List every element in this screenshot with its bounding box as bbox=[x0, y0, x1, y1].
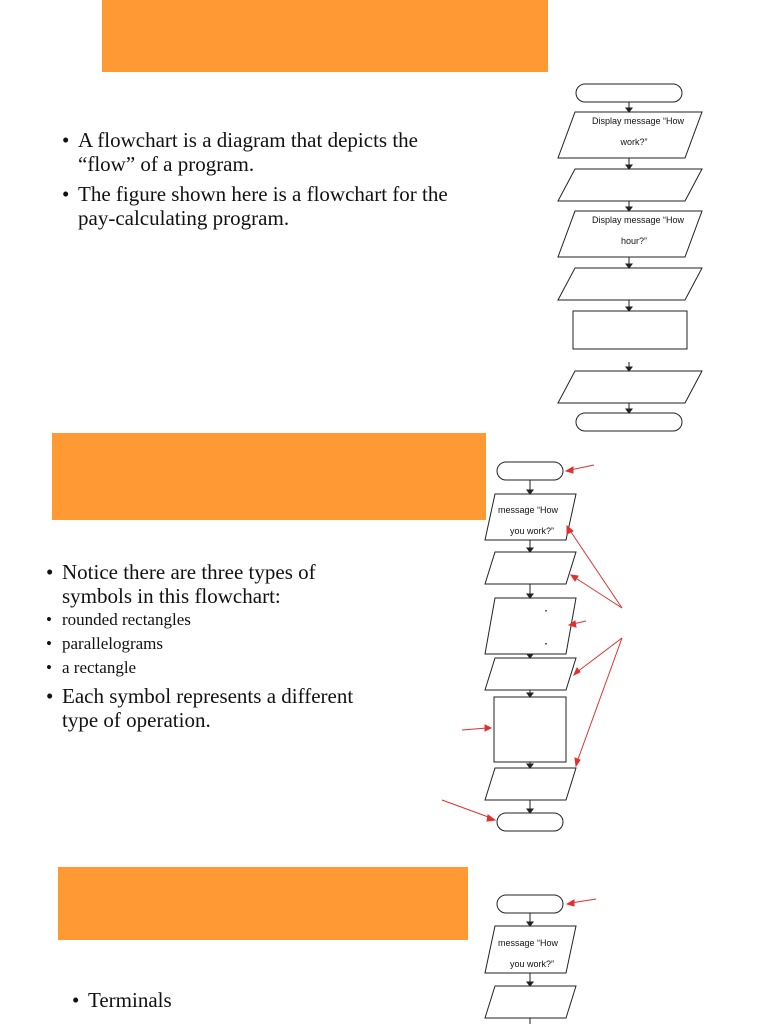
flowchart-label: Display message “How bbox=[591, 116, 685, 126]
flowchart-label: message “How bbox=[497, 938, 559, 948]
red-arrow bbox=[462, 725, 491, 731]
flowchart-label: message “How bbox=[497, 505, 559, 515]
flowchart-label: you work?” bbox=[509, 959, 555, 969]
flowchart bbox=[0, 0, 768, 432]
sub-bullet-item: • parallelograms bbox=[46, 632, 386, 656]
flowchart bbox=[0, 432, 768, 866]
terminal-start bbox=[497, 895, 563, 913]
red-arrow bbox=[567, 526, 622, 766]
flowchart-label: hour?” bbox=[620, 236, 648, 246]
parallelogram-output bbox=[485, 768, 576, 800]
bullet-item: • Terminals bbox=[72, 988, 412, 1012]
parallelogram-input-2 bbox=[485, 658, 576, 690]
red-arrow bbox=[566, 465, 594, 473]
process-rectangle bbox=[573, 311, 687, 349]
parallelogram-display-2 bbox=[485, 598, 576, 654]
bullet-item: • The figure shown here is a flowchart for the pay-calculating program. bbox=[62, 182, 462, 230]
flowchart-label: Display message “How bbox=[591, 215, 685, 225]
parallelogram-input-1 bbox=[485, 986, 576, 1018]
bullet-item: • Each symbol represents a different type of operation. bbox=[46, 684, 386, 732]
flowchart-label: you work?” bbox=[509, 526, 555, 536]
red-arrow bbox=[567, 899, 596, 906]
parallelogram-output bbox=[558, 371, 702, 403]
slide-3 bbox=[0, 866, 768, 1024]
slide-2 bbox=[0, 432, 768, 866]
terminal-start bbox=[497, 462, 563, 480]
bullet-item: • Notice there are three types of symbols in this flowchart: bbox=[46, 560, 386, 608]
flowchart bbox=[0, 866, 768, 1024]
terminal-start bbox=[576, 84, 682, 102]
terminal-end bbox=[576, 413, 682, 431]
flowchart-label: ” bbox=[544, 642, 548, 651]
flowchart-label: ” bbox=[544, 609, 548, 618]
terminal-end bbox=[497, 813, 563, 831]
parallelogram-input-2 bbox=[558, 268, 702, 300]
red-arrow bbox=[442, 800, 495, 821]
sub-bullet-item: • a rectangle bbox=[46, 656, 386, 680]
parallelogram-input-1 bbox=[558, 169, 702, 201]
flowchart-label: work?” bbox=[620, 137, 648, 147]
parallelogram-input-1 bbox=[485, 552, 576, 584]
slide-1 bbox=[0, 0, 768, 432]
process-rectangle bbox=[494, 697, 566, 762]
sub-bullet-item: • rounded rectangles bbox=[46, 608, 386, 632]
bullet-item: • A flowchart is a diagram that depicts the “flow” of a program. bbox=[62, 128, 462, 176]
